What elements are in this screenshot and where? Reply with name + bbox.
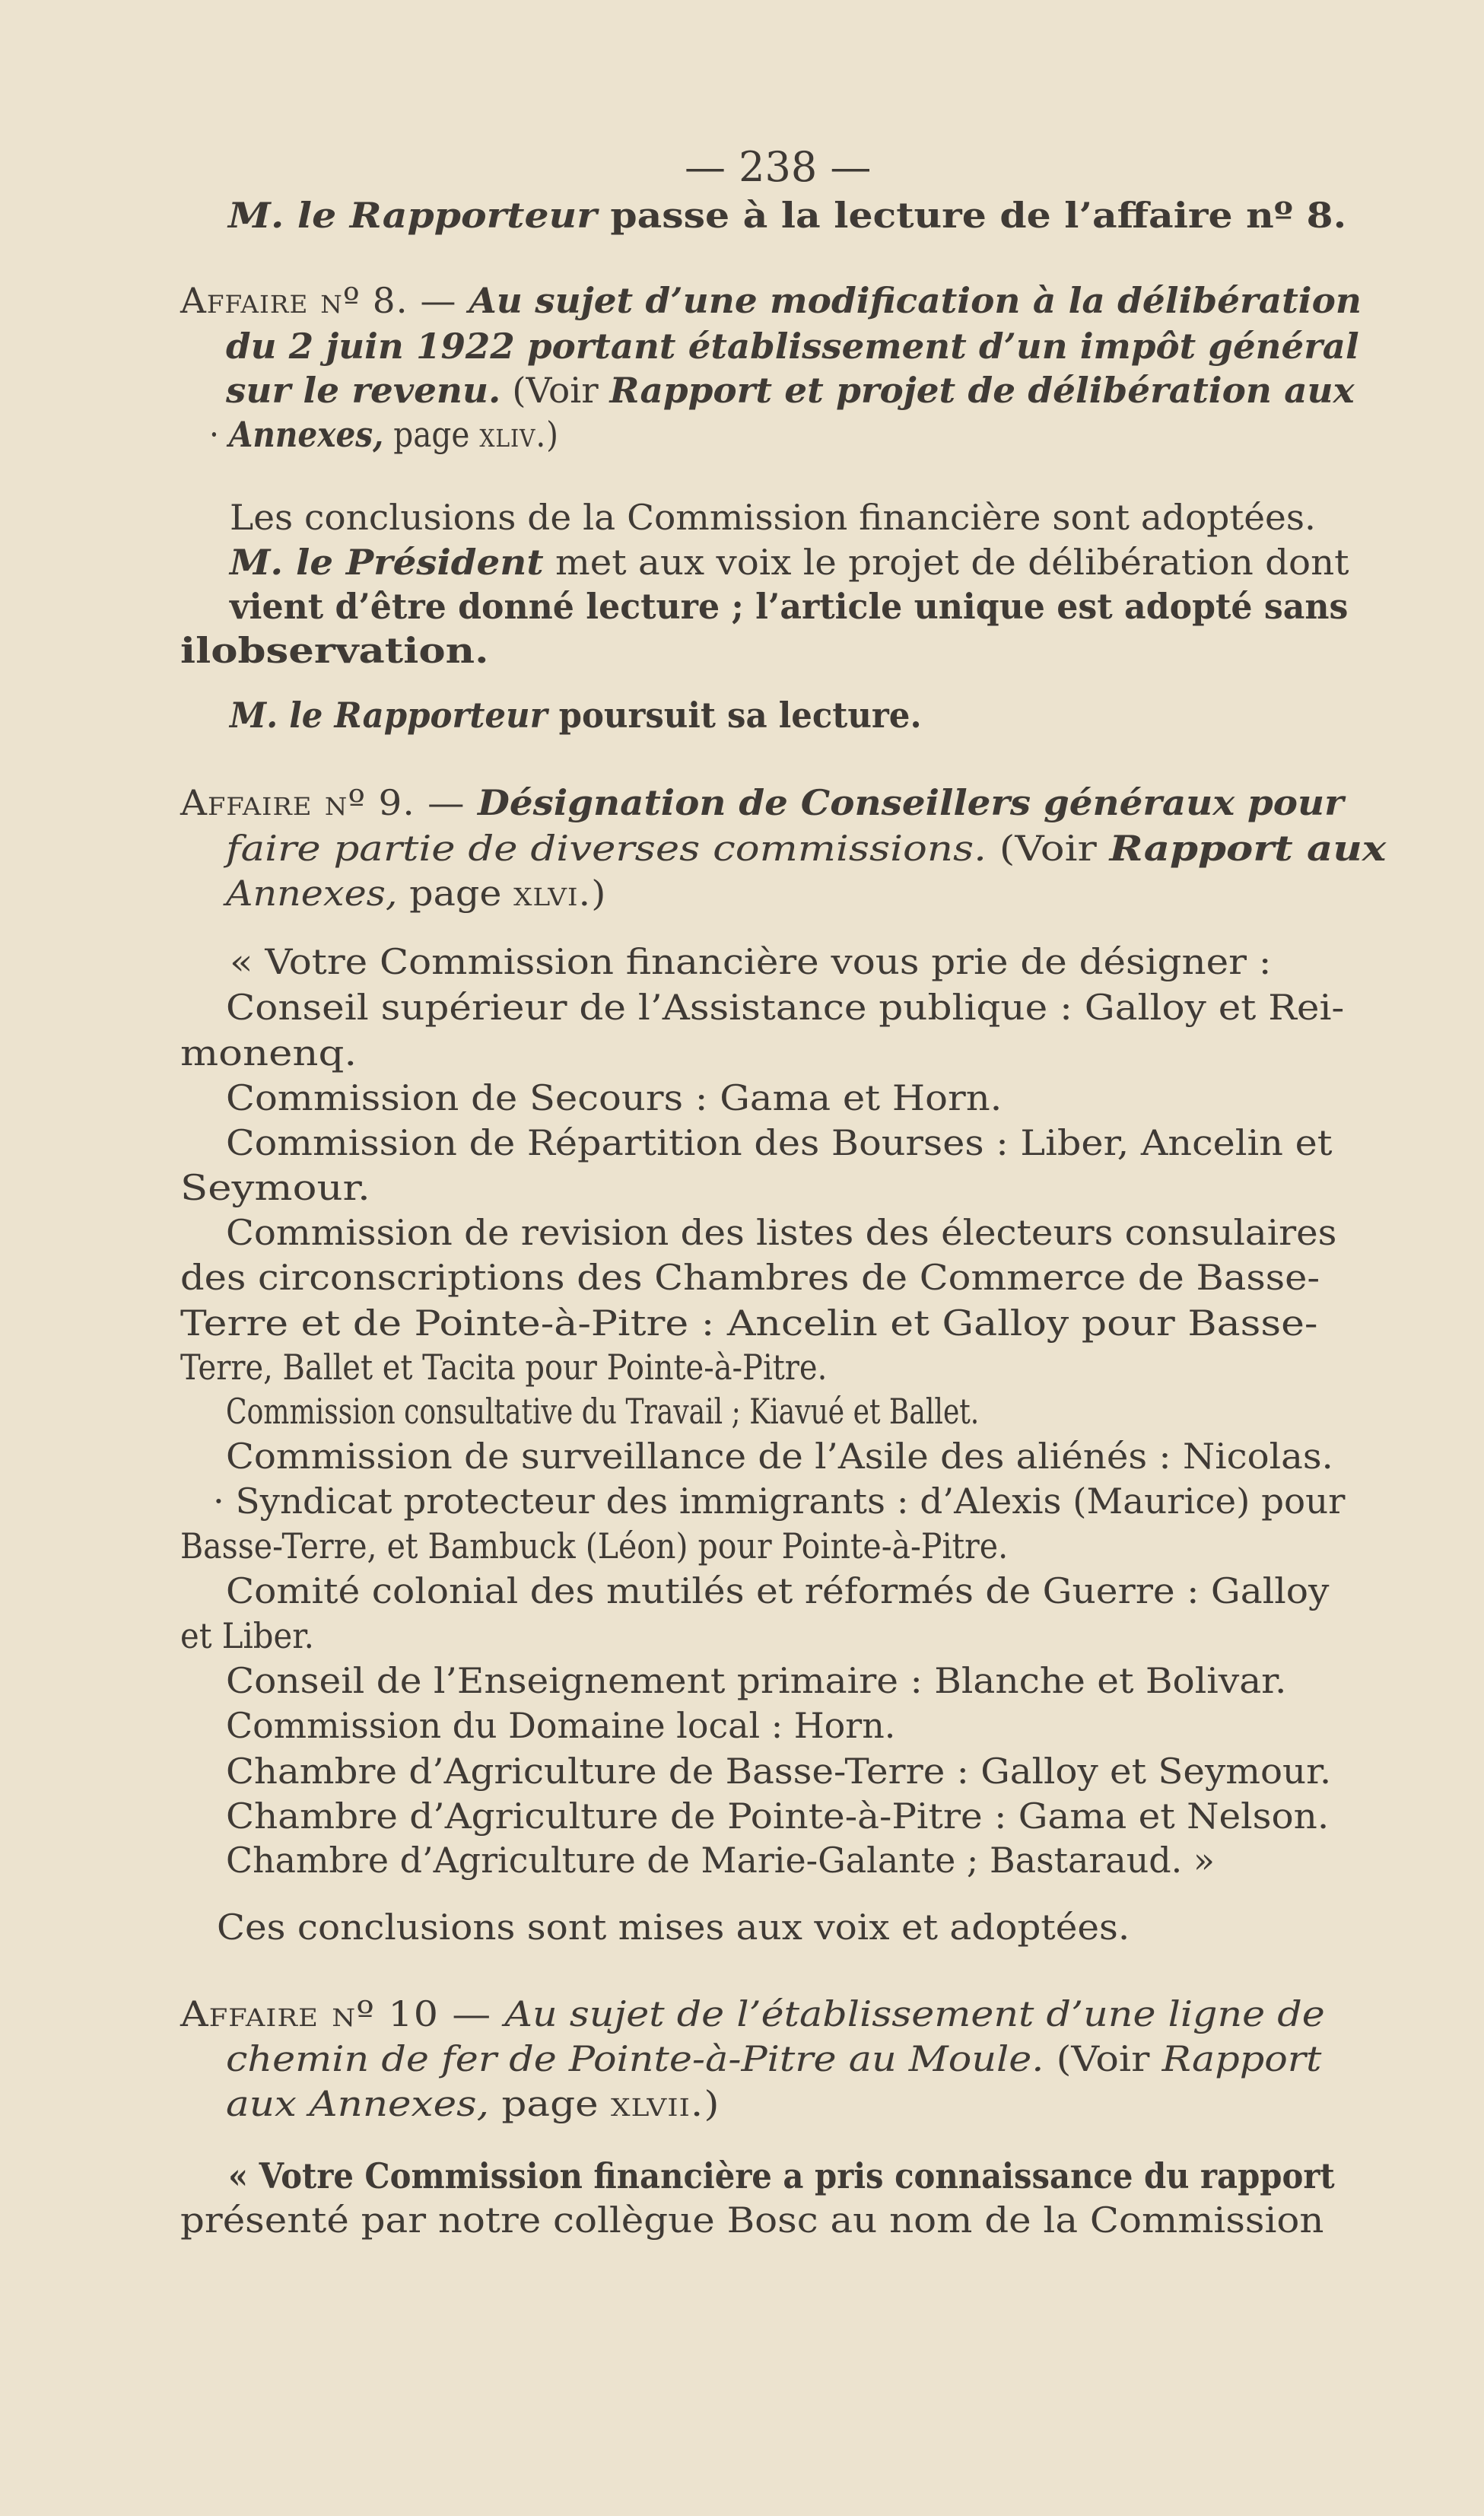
text-segment: · — [209, 414, 229, 455]
text-segment: du 2 juin 1922 portant établissement d’un impôt général — [226, 326, 1359, 367]
text-segment: monenq. — [180, 1032, 357, 1074]
text-segment: ilobservation. — [180, 630, 489, 671]
text-line — [226, 1122, 1333, 1163]
text-segment: xlvi.) — [513, 873, 607, 914]
text-segment: faire partie de diverses commissions. — [226, 828, 987, 869]
text-segment: Seymour. — [180, 1167, 370, 1208]
text-segment: Annexes, — [226, 873, 398, 914]
text-segment: Ces conclusions sont mises aux voix et adoptées. — [217, 1907, 1130, 1948]
text-segment: Commission de Répartition des Bourses : Liber, Ancelin et — [226, 1122, 1333, 1163]
text-segment: · Syndicat protecteur des immigrants : d’Alexis (Maurice) pour — [213, 1481, 1346, 1522]
text-line — [226, 370, 1355, 411]
text-segment: xlvii.) — [610, 2083, 720, 2124]
text-segment: page — [383, 414, 480, 455]
text-line — [226, 1796, 1330, 1837]
text-line — [230, 586, 1349, 627]
text-segment: poursuit sa lecture. — [547, 695, 922, 736]
text-line — [226, 1391, 980, 1432]
text-segment: M. le Rapporteur — [228, 195, 597, 236]
text-segment: Désignation de Conseillers généraux pour — [477, 782, 1344, 823]
text-segment: Commission de Secours : Gama et Horn. — [226, 1077, 1003, 1118]
text-segment: Annexes, — [228, 414, 384, 455]
text-line — [226, 1077, 1003, 1118]
text-line — [228, 2155, 1335, 2196]
text-line — [180, 2200, 1324, 2241]
text-segment: xliv.) — [479, 414, 559, 455]
text-segment: (Voir — [1044, 2038, 1162, 2079]
text-segment: Rapport et projet de délibération aux — [609, 370, 1355, 411]
text-segment: Les conclusions de la Commission financière sont adoptées. — [230, 497, 1316, 538]
text-segment: (Voir — [986, 828, 1110, 869]
text-line — [180, 1303, 1318, 1344]
text-segment: « Votre Commission financière a pris connaissance du rapport — [228, 2155, 1335, 2196]
text-segment: Rapport — [1161, 2038, 1322, 2079]
text-line — [226, 326, 1359, 367]
text-line — [217, 1907, 1130, 1948]
text-line — [226, 1840, 1215, 1881]
text-line — [226, 2038, 1322, 2079]
text-segment: (Voir — [500, 370, 610, 411]
text-line — [180, 1347, 828, 1388]
text-segment: Comité colonial des mutilés et réformés de Guerre : Galloy — [226, 1570, 1330, 1611]
text-segment: Conseil de l’Enseignement primaire : Blanche et Bolivar. — [226, 1660, 1287, 1701]
text-line — [226, 2083, 720, 2124]
text-line — [230, 497, 1316, 538]
text-segment: Terre, Ballet et Tacita pour Pointe-à-Pitre. — [180, 1347, 828, 1388]
text-line — [226, 873, 607, 914]
text-line — [230, 941, 1272, 982]
text-segment: Affaire nº 8. — — [180, 280, 469, 321]
text-segment: M. le Rapporteur — [230, 695, 548, 736]
text-segment: Conseil supérieur de l’Assistance publique : Galloy et Rei- — [226, 987, 1345, 1028]
text-segment: Commission de revision des listes des électeurs consulaires — [226, 1212, 1337, 1253]
text-segment: Terre et de Pointe-à-Pitre : Ancelin et Galloy pour Basse- — [180, 1303, 1318, 1344]
text-segment: Chambre d’Agriculture de Marie-Galante ; Bastaraud. » — [226, 1840, 1215, 1881]
text-line — [226, 1660, 1287, 1701]
text-line — [226, 1705, 896, 1746]
text-line — [180, 1993, 1325, 2034]
text-line — [180, 1167, 370, 1208]
text-segment: et Liber. — [180, 1615, 314, 1656]
text-line — [180, 1525, 1009, 1567]
text-line — [180, 630, 489, 671]
text-line — [230, 695, 922, 736]
text-line — [209, 414, 559, 455]
text-segment: des circonscriptions des Chambres de Commerce de Basse- — [180, 1257, 1320, 1298]
text-segment: Au sujet de l’établissement d’une ligne de — [504, 1993, 1325, 2034]
text-line — [226, 987, 1345, 1028]
text-segment: met aux voix le projet de délibération dont — [543, 542, 1349, 583]
text-segment: passe à la lecture de l’affaire nº 8. — [596, 195, 1347, 236]
text-line — [226, 1436, 1333, 1477]
text-line — [180, 782, 1344, 823]
text-line — [180, 1257, 1320, 1298]
text-line — [226, 1212, 1337, 1253]
text-line — [230, 542, 1349, 583]
text-segment: Rapport aux — [1109, 828, 1387, 869]
text-segment: sur le revenu. — [226, 370, 501, 411]
text-segment: chemin de fer de Pointe-à-Pitre au Moule. — [226, 2038, 1044, 2079]
text-line — [226, 828, 1387, 869]
text-segment: vient d’être donné lecture ; l’article unique est adopté sans — [230, 586, 1349, 627]
text-line — [226, 1570, 1330, 1611]
text-segment: Chambre d’Agriculture de Pointe-à-Pitre : Gama et Nelson. — [226, 1796, 1330, 1837]
text-segment: aux Annexes, — [226, 2083, 489, 2124]
text-segment: page — [397, 873, 514, 914]
text-line — [180, 1032, 357, 1074]
text-segment: Commission du Domaine local : Horn. — [226, 1705, 896, 1746]
text-line — [226, 1751, 1332, 1792]
text-segment: Au sujet d’une modification à la délibération — [469, 280, 1362, 321]
text-line — [180, 280, 1362, 321]
text-segment: Affaire nº 10 — — [180, 1993, 505, 2034]
text-line — [213, 1481, 1346, 1522]
text-segment: Commission consultative du Travail ; Kiavué et Ballet. — [226, 1391, 980, 1432]
text-segment: Commission de surveillance de l’Asile des aliénés : Nicolas. — [226, 1436, 1333, 1477]
text-segment: page — [488, 2083, 611, 2124]
text-line — [180, 1615, 314, 1656]
text-line — [228, 195, 1347, 236]
text-segment: Basse-Terre, et Bambuck (Léon) pour Pointe-à-Pitre. — [180, 1525, 1009, 1567]
page-number: — 238 — — [685, 143, 872, 191]
text-segment: Chambre d’Agriculture de Basse-Terre : Galloy et Seymour. — [226, 1751, 1332, 1792]
text-segment: « Votre Commission financière vous prie de désigner : — [230, 941, 1272, 982]
text-segment: présenté par notre collègue Bosc au nom de la Commission — [180, 2200, 1324, 2241]
text-segment: Affaire nº 9. — — [180, 782, 478, 823]
text-segment: M. le Président — [230, 542, 544, 583]
